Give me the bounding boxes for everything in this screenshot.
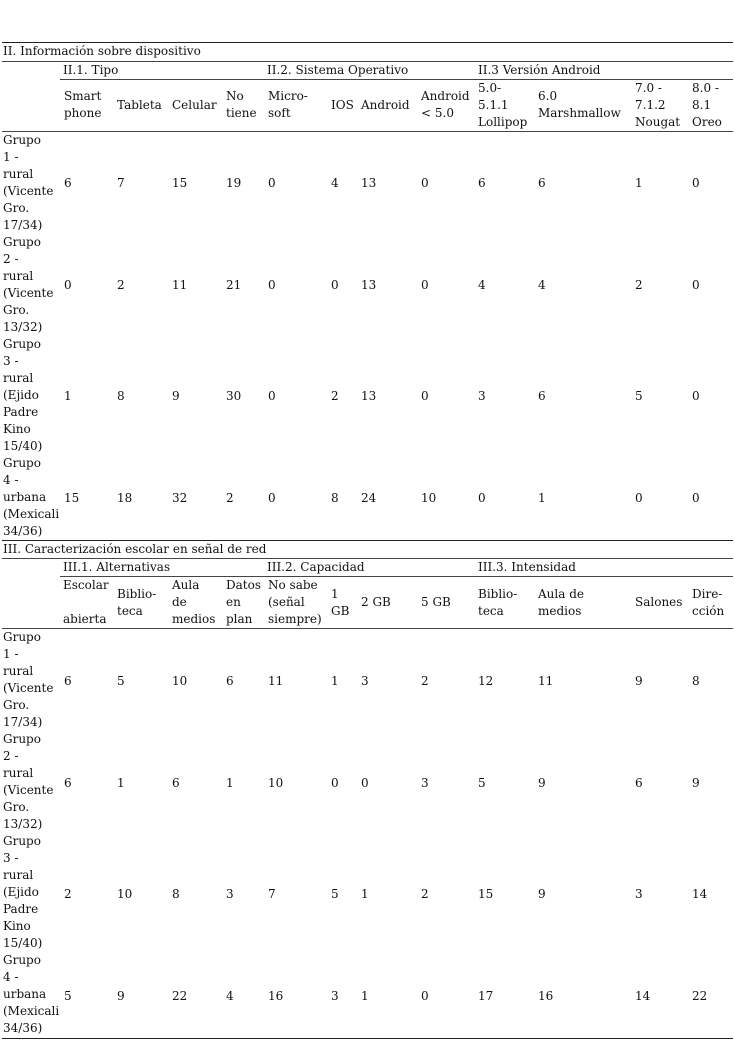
rule [2,1038,733,1039]
table-cell: 8 [331,491,339,505]
group-header-alternativas: III.1. Alternativas [63,560,171,574]
table-cell: 17 [478,989,494,1003]
rule [2,628,733,629]
table-cell: 2 [421,674,429,688]
table-cell: 2 [64,887,72,901]
table-cell: 15 [478,887,494,901]
table-cell: 0 [331,776,339,790]
table-cell: 8 [117,389,125,403]
table-cell: 0 [421,389,429,403]
table-cell: 3 [478,389,486,403]
table-cell: 4 [331,176,339,190]
group-header-android: II.3 Versión Android [478,63,601,77]
table-cell: 1 [635,176,643,190]
table-cell: 6 [64,176,72,190]
table-cell: 7 [268,887,276,901]
section3-title: III. Caracterización escolar en señal de red [3,542,267,556]
col-header: Aula de medios [538,587,584,618]
table-cell: 9 [538,887,546,901]
table-cell: 14 [635,989,651,1003]
table-cell: 0 [692,176,700,190]
table-cell: 22 [172,989,188,1003]
col-header: Biblio- teca [478,587,518,618]
col-header: Salones [635,595,683,609]
table-cell: 0 [268,491,276,505]
table-cell: 21 [226,278,242,292]
table-cell: 1 [226,776,234,790]
col-header: 1 GB [331,587,350,618]
table-cell: 1 [64,389,72,403]
table-cell: 0 [478,491,486,505]
table-cell: 24 [361,491,377,505]
table-cell: 0 [361,776,369,790]
table-cell: 5 [117,674,125,688]
col-header: Biblio- teca [117,587,157,618]
rule [2,131,733,132]
col-header: No sabe (señal siempre) [268,578,322,626]
table-cell: 1 [538,491,546,505]
table-cell: 0 [268,176,276,190]
table-cell: 11 [172,278,188,292]
table-cell: 3 [635,887,643,901]
table-cell: 6 [172,776,180,790]
table-cell: 1 [361,989,369,1003]
table-cell: 11 [268,674,284,688]
table-cell: 3 [331,989,339,1003]
table-cell: 22 [692,989,708,1003]
table-cell: 18 [117,491,133,505]
row-label: Grupo 4 - urbana (Mexicali 34/36) [3,953,60,1035]
col-header: Tableta [117,98,162,112]
col-header: Android < 5.0 [421,89,470,120]
col-header: Dire- cción [692,587,725,618]
section2-title: II. Información sobre dispositivo [3,44,201,58]
table-cell: 9 [117,989,125,1003]
table-cell: 9 [635,674,643,688]
table-cell: 6 [64,776,72,790]
table-cell: 11 [538,674,554,688]
table-cell: 0 [635,491,643,505]
row-label: Grupo 4 - urbana (Mexicali 34/36) [3,456,60,538]
table-cell: 4 [478,278,486,292]
table-cell: 9 [538,776,546,790]
table-cell: 2 [117,278,125,292]
table-cell: 5 [478,776,486,790]
table-cell: 12 [478,674,494,688]
table-cell: 14 [692,887,708,901]
table-cell: 0 [421,278,429,292]
table-cell: 10 [421,491,437,505]
table-cell: 6 [635,776,643,790]
col-header: 7.0 - 7.1.2 Nougat [635,81,681,129]
col-header: IOS [331,98,354,112]
table-cell: 0 [331,278,339,292]
table-cell: 19 [226,176,242,190]
table-cell: 2 [226,491,234,505]
table-cell: 6 [538,389,546,403]
col-header: No tiene [226,89,257,120]
table-cell: 6 [538,176,546,190]
table-cell: 9 [172,389,180,403]
col-header: Celular [172,98,217,112]
table-cell: 2 [331,389,339,403]
col-header: 6.0 Marshmallow [538,89,621,120]
col-header: 2 GB [361,595,391,609]
col-header: 5 GB [421,595,451,609]
col-header: Aula de medios [172,578,216,626]
col-header: Datos en plan [226,578,261,626]
col-header: Escolar abierta [63,578,109,626]
table-cell: 3 [361,674,369,688]
row-label: Grupo 2 - rural (Vicente Gro. 13/32) [3,732,54,831]
table-cell: 10 [268,776,284,790]
col-header: 5.0- 5.1.1 Lollipop [478,81,528,129]
table-cell: 7 [117,176,125,190]
table-cell: 8 [172,887,180,901]
table-cell: 2 [421,887,429,901]
table-cell: 0 [692,389,700,403]
table-cell: 0 [692,278,700,292]
table-cell: 10 [117,887,133,901]
table-cell: 10 [172,674,188,688]
table-cell: 13 [361,389,377,403]
table-cell: 2 [635,278,643,292]
col-header: Smart phone [64,89,102,120]
table-cell: 6 [64,674,72,688]
col-header: 8.0 - 8.1 Oreo [692,81,722,129]
table-cell: 0 [268,389,276,403]
row-label: Grupo 2 - rural (Vicente Gro. 13/32) [3,235,54,334]
rule [60,79,733,80]
table-cell: 5 [331,887,339,901]
table-cell: 0 [268,278,276,292]
table-cell: 6 [478,176,486,190]
row-label: Grupo 1 - rural (Vicente Gro. 17/34) [3,630,54,729]
table-cell: 15 [172,176,188,190]
table-cell: 0 [64,278,72,292]
row-label: Grupo 1 - rural (Vicente Gro. 17/34) [3,133,54,232]
group-header-so: II.2. Sistema Operativo [267,63,409,77]
table-cell: 5 [635,389,643,403]
group-header-tipo: II.1. Tipo [63,63,119,77]
table-cell: 3 [421,776,429,790]
col-header: Android [361,98,410,112]
table-cell: 0 [421,989,429,1003]
group-header-capacidad: III.2. Capacidad [267,560,365,574]
group-header-intensidad: III.3. Intensidad [478,560,576,574]
table-cell: 13 [361,176,377,190]
table-cell: 9 [692,776,700,790]
table-cell: 5 [64,989,72,1003]
table-cell: 3 [226,887,234,901]
table-cell: 15 [64,491,80,505]
table-cell: 13 [361,278,377,292]
table-cell: 8 [692,674,700,688]
table-cell: 1 [361,887,369,901]
table-cell: 30 [226,389,242,403]
table-cell: 16 [538,989,554,1003]
col-header: Micro- soft [268,89,308,120]
table-cell: 4 [226,989,234,1003]
table-cell: 6 [226,674,234,688]
rule [60,576,733,577]
table-cell: 32 [172,491,188,505]
table-cell: 1 [331,674,339,688]
table-cell: 16 [268,989,284,1003]
table-cell: 0 [692,491,700,505]
row-label: Grupo 3 - rural (Ejido Padre Kino 15/40) [3,337,43,453]
table-cell: 1 [117,776,125,790]
table-cell: 4 [538,278,546,292]
row-label: Grupo 3 - rural (Ejido Padre Kino 15/40) [3,834,43,950]
table-cell: 0 [421,176,429,190]
